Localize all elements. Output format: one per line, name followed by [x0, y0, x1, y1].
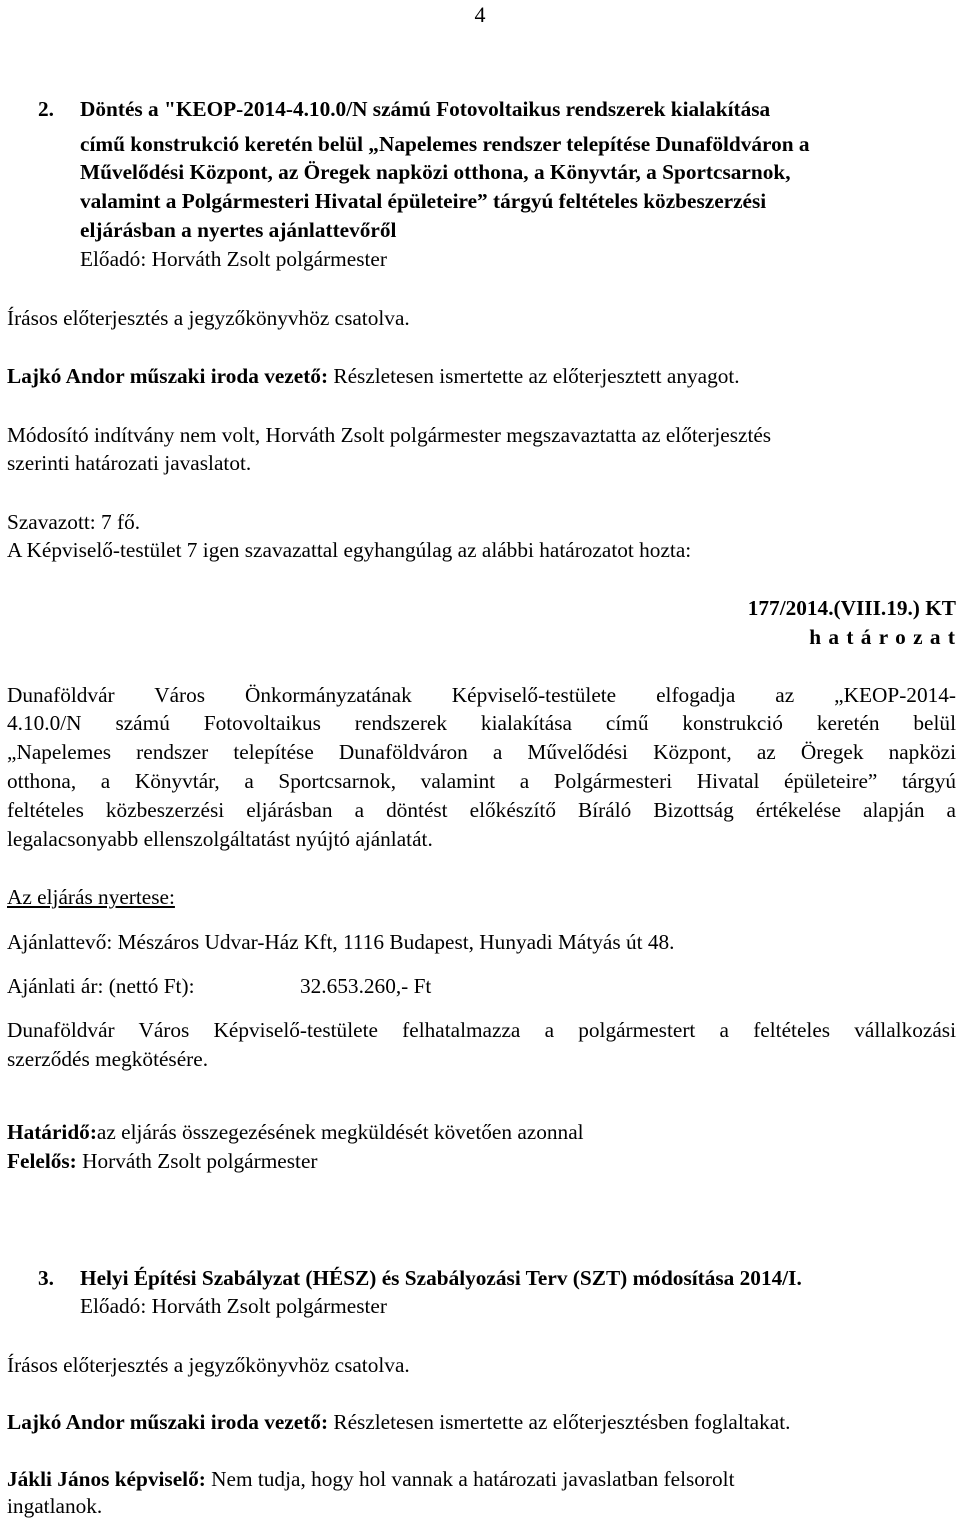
- resolution-line-5: feltételes közbeszerzési eljárásban a döntést előkészítő Bíráló Bizottság értékelése alapján a: [7, 798, 956, 822]
- resolution-line-3: „Napelemes rendszer telepítése Dunaföldváron a Művelődési Központ, az Öregek napközi: [7, 740, 956, 764]
- resolution-word: h a t á r o z a t: [809, 625, 956, 649]
- resolution-line-1: Dunaföldvár Város Önkormányzatának Képviselő-testülete elfogadja az „KEOP-2014-: [7, 683, 956, 707]
- speaker-name: Lajkó Andor műszaki iroda vezető:: [7, 1410, 329, 1434]
- winner-heading: Az eljárás nyertese:: [7, 885, 175, 909]
- price-value: 32.653.260,- Ft: [300, 974, 432, 998]
- item-2-decision-intro: A Képviselő-testület 7 igen szavazattal egyhangúlag az alábbi határozatot hozta:: [7, 538, 692, 562]
- item-2-title-line-5: eljárásban a nyertes ajánlattevőről: [80, 218, 397, 242]
- bidder-line: Ajánlattevő: Mészáros Udvar-Ház Kft, 1116 Budapest, Hunyadi Mátyás út 48.: [7, 930, 675, 954]
- page-number: 4: [474, 2, 486, 27]
- item-2-title-line-4: valamint a Polgármesteri Hivatal épületeire” tárgyú feltételes közbeszerzési: [80, 189, 767, 213]
- price-label: Ajánlati ár: (nettó Ft):: [7, 974, 195, 998]
- item-2-presenter: Előadó: Horváth Zsolt polgármester: [80, 247, 387, 271]
- item-2-title-line-1: Döntés a "KEOP-2014-4.10.0/N számú Fotovoltaikus rendszerek kialakítása: [80, 97, 771, 121]
- deadline-label: Határidő:: [7, 1120, 97, 1144]
- deadline-line: [7, 1120, 584, 1145]
- item-2-voted: Szavazott: 7 fő.: [7, 510, 141, 534]
- item-2-written-proposal: Írásos előterjesztés a jegyzőkönyvhöz csatolva.: [7, 306, 410, 330]
- item-3-speaker-1: [7, 1410, 790, 1435]
- item-2-speaker-1: [7, 364, 740, 389]
- speaker-name: Lajkó Andor műszaki iroda vezető:: [7, 364, 329, 388]
- speaker-name: Jákli János képviselő:: [7, 1467, 206, 1491]
- item-2-amendment-line-2: szerinti határozati javaslatot.: [7, 451, 252, 475]
- item-3-presenter: Előadó: Horváth Zsolt polgármester: [80, 1294, 387, 1318]
- responsible-label: Felelős:: [7, 1149, 77, 1173]
- resolution-number: 177/2014.(VIII.19.) KT: [747, 596, 956, 620]
- speaker-statement: Részletesen ismertette az előterjesztésben foglaltakat.: [328, 1410, 791, 1434]
- item-2-title-line-3: Művelődési Központ, az Öregek napközi otthona, a Könyvtár, a Sportcsarnok,: [80, 160, 791, 184]
- deadline-text: az eljárás összegezésének megküldését követően azonnal: [96, 1120, 584, 1144]
- resolution-line-4: otthona, a Könyvtár, a Sportcsarnok, valamint a Polgármesteri Hivatal épületeire” tárgyú: [7, 769, 956, 793]
- item-3-speaker-2-line-2: ingatlanok.: [7, 1494, 103, 1518]
- authorization-line-2: szerződés megkötésére.: [7, 1047, 209, 1071]
- responsible-line: [7, 1149, 318, 1174]
- item-3-written-proposal: Írásos előterjesztés a jegyzőkönyvhöz csatolva.: [7, 1353, 410, 1377]
- item-2-number: 2.: [38, 97, 54, 121]
- item-2-title-line-2: című konstrukció keretén belül „Napelemes rendszer telepítése Dunaföldváron a: [80, 132, 810, 156]
- item-3-title: Helyi Építési Szabályzat (HÉSZ) és Szabályozási Terv (SZT) módosítása 2014/I.: [80, 1266, 802, 1290]
- resolution-line-2: 4.10.0/N számú Fotovoltaikus rendszerek kialakítása című konstrukció keretén belül: [7, 711, 956, 735]
- item-3-speaker-2: [7, 1467, 735, 1492]
- responsible-text: Horváth Zsolt polgármester: [76, 1149, 318, 1173]
- resolution-line-6: legalacsonyabb ellenszolgáltatást nyújtó ajánlatát.: [7, 827, 433, 851]
- item-2-amendment-line-1: Módosító indítvány nem volt, Horváth Zsolt polgármester megszavaztatta az előterjesztés: [7, 423, 772, 447]
- speaker-statement: Nem tudja, hogy hol vannak a határozati javaslatban felsorolt: [205, 1467, 735, 1491]
- authorization-line-1: Dunaföldvár Város Képviselő-testülete felhatalmazza a polgármestert a feltételes vállalkozási: [7, 1018, 956, 1042]
- item-3-number: 3.: [38, 1266, 54, 1290]
- speaker-statement: Részletesen ismertette az előterjesztett anyagot.: [328, 364, 740, 388]
